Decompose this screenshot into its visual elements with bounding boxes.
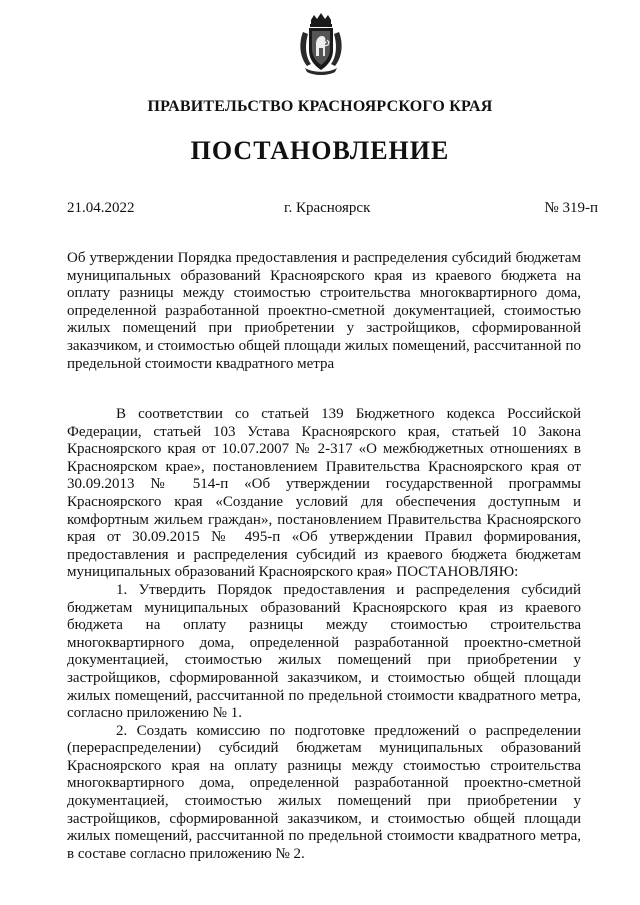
document-body — [67, 406, 581, 863]
meta-row — [67, 200, 598, 220]
document-number: № 319-п — [544, 200, 598, 216]
preamble-paragraph: В соответствии со статьей 139 Бюджетного кодекса Российской Федерации, статьей 103 Устава Красноярского края, статьей 10 Закона Красноярского края от 10.07.2007 № 2-317 «О межбюджетных отношениях в Красноярском крае», постановлением Правительства Красноярского края от 30.09.2013 № 514-п «Об утверждении государственной программы Красноярского края «Создание условий для обеспечения доступным и комфортным жильем граждан», постановлением Правительства Красноярского края от 30.09.2015 № 495-п «Об утверждении Правил формирования, предоставления и распределения субсидий из краевого бюджета бюджетам муниципальных образований Красноярского края» ПОСТАНОВЛЯЮ: — [67, 406, 581, 581]
document-city: г. Красноярск — [284, 200, 371, 216]
government-title: ПРАВИТЕЛЬСТВО КРАСНОЯРСКОГО КРАЯ — [147, 98, 493, 115]
document-date: 21.04.2022 — [67, 200, 135, 216]
document-type: ПОСТАНОВЛЕНИЕ — [190, 136, 450, 165]
item-2-paragraph: 2. Создать комиссию по подготовке предложений о распределении (перераспределении) субсидий бюджетам муниципальных образований Красноярского края на оплату разницы между стоимостью строительства многоквартирного дома, определенной разработанной проектно-сметной документацией, стоимостью жилых помещений при приобретении у застройщиков, сформированной заказчиком, и стоимостью общей площади жилых помещений, рассчитанной по предельной стоимости квадратного метра, в составе согласно приложению № 2. — [67, 722, 581, 862]
item-1-paragraph: 1. Утвердить Порядок предоставления и распределения субсидий бюджетам муниципальных образований Красноярского края из краевого бюджета на оплату разницы между стоимостью строительства многоквартирного дома, определенной разработанной проектно-сметной документацией, стоимостью жилых помещений при приобретении у застройщиков, сформированной заказчиком, и стоимостью общей площади жилых помещений, рассчитанной по предельной стоимости квадратного метра, согласно приложению № 1. — [67, 581, 581, 722]
document-subject: Об утверждении Порядка предоставления и распределения субсидий бюджетам муниципальных образований Красноярского края из краевого бюджета на оплату разницы между стоимостью строительства многоквартирного дома, определенной разработанной проектно-сметной документацией, стоимостью жилых помещений при приобретении у застройщиков, сформированной заказчиком, и стоимостью общей площади жилых помещений, рассчитанной по предельной стоимости квадратного метра — [67, 250, 581, 372]
coat-of-arms-icon — [297, 12, 345, 76]
